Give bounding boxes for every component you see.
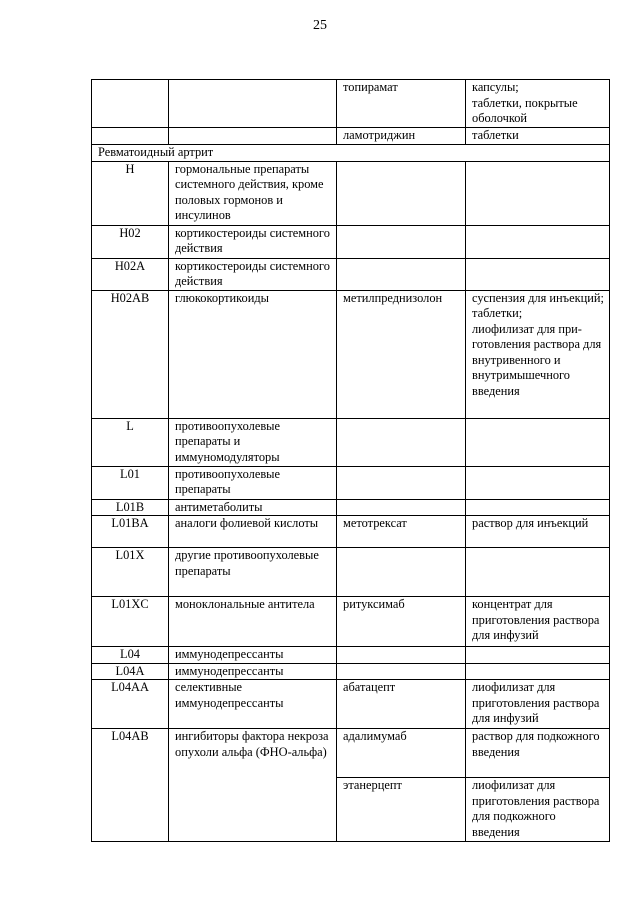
- drug-name-cell: метотрексат: [337, 516, 466, 548]
- dosage-form-line: таблетки, покрытые: [472, 95, 578, 110]
- drug-name-cell: [337, 418, 466, 466]
- atc-code-cell: [92, 80, 169, 128]
- atc-code-cell: L: [92, 418, 169, 466]
- dosage-form-line: таблетки;: [472, 306, 523, 320]
- drug-name-cell: [337, 499, 466, 516]
- group-cell: кортикостероиды системного действия: [169, 258, 337, 290]
- group-cell: [169, 128, 337, 145]
- group-cell: антиметаболиты: [169, 499, 337, 516]
- section-row: [92, 145, 610, 162]
- group-cell: противоопухолевые препараты: [169, 466, 337, 499]
- dosage-form-cell: [466, 548, 610, 597]
- page-number: 25: [313, 18, 327, 33]
- atc-code-cell: L01X: [92, 548, 169, 597]
- group-cell: глюкокортикоиды: [169, 290, 337, 418]
- table-row: [92, 161, 610, 225]
- drug-name-cell: [337, 258, 466, 290]
- atc-code-cell: H02AB: [92, 290, 169, 418]
- atc-code-cell: L01BA: [92, 516, 169, 548]
- table-row: [92, 418, 610, 466]
- dosage-form-cell: [466, 499, 610, 516]
- group-cell: ингибиторы фактора некроза опухоли альфа (ФНО-альфа): [169, 729, 337, 842]
- drug-name-cell: этанерцепт: [337, 778, 466, 842]
- group-cell: иммунодепрессанты: [169, 663, 337, 680]
- drug-name-cell: ритуксимаб: [337, 597, 466, 647]
- table-row: [92, 663, 610, 680]
- dosage-form-cell: [466, 663, 610, 680]
- atc-code-cell: H02A: [92, 258, 169, 290]
- dosage-form-cell: лиофилизат для приготовления раствора для инфузий: [466, 680, 610, 729]
- table-row: [92, 548, 610, 597]
- table-row: [92, 290, 610, 418]
- dosage-form-cell: [466, 418, 610, 466]
- drug-name-cell: адалимумаб: [337, 729, 466, 778]
- dosage-form-line: лиофилизат для при-готовления раствора для внутривенного и внутримышечного введения: [472, 321, 602, 398]
- drug-name-cell: топирамат: [337, 80, 466, 128]
- group-cell: противоопухолевые препараты и иммуномодуляторы: [169, 418, 337, 466]
- table-row: [92, 80, 610, 128]
- group-cell: кортикостероиды системного действия: [169, 225, 337, 258]
- table-row: [92, 466, 610, 499]
- group-cell: другие противоопухолевые препараты: [169, 548, 337, 597]
- drug-name-cell: [337, 161, 466, 225]
- group-cell: гормональные препараты системного действия, кроме половых гормонов и инсулинов: [169, 161, 337, 225]
- section-title: Ревматоидный артрит: [92, 145, 610, 162]
- atc-code-cell: L04A: [92, 663, 169, 680]
- table-row: [92, 597, 610, 647]
- table-row: [92, 680, 610, 729]
- dosage-form-cell: лиофилизат для приготовления раствора для подкожного введения: [466, 778, 610, 842]
- dosage-form-cell: [466, 80, 610, 128]
- table-row: [92, 647, 610, 664]
- table-row: [92, 499, 610, 516]
- drug-name-cell: [337, 663, 466, 680]
- drug-table: [91, 79, 610, 842]
- atc-code-cell: L04AA: [92, 680, 169, 729]
- dosage-form-cell: таблетки: [466, 128, 610, 145]
- atc-code-cell: L04AB: [92, 729, 169, 842]
- atc-code-cell: L04: [92, 647, 169, 664]
- drug-name-cell: [337, 225, 466, 258]
- dosage-form-cell: раствор для инъекций: [466, 516, 610, 548]
- atc-code-cell: H02: [92, 225, 169, 258]
- group-cell: селективные иммунодепрессанты: [169, 680, 337, 729]
- dosage-form-cell: [466, 225, 610, 258]
- atc-code-cell: L01B: [92, 499, 169, 516]
- dosage-form-cell: [466, 466, 610, 499]
- table-row: [92, 516, 610, 548]
- drug-name-cell: ламотриджин: [337, 128, 466, 145]
- dosage-form-cell: [466, 258, 610, 290]
- group-cell: [169, 80, 337, 128]
- atc-code-cell: L01XC: [92, 597, 169, 647]
- dosage-form-line: оболочкой: [472, 111, 528, 125]
- dosage-form-cell: раствор для подкожного введения: [466, 729, 610, 778]
- atc-code-cell: [92, 128, 169, 145]
- group-cell: моноклональные антитела: [169, 597, 337, 647]
- dosage-form-cell: [466, 290, 610, 418]
- table-row: [92, 128, 610, 145]
- drug-name-cell: абатацепт: [337, 680, 466, 729]
- group-cell: иммунодепрессанты: [169, 647, 337, 664]
- dosage-form-cell: [466, 161, 610, 225]
- drug-name-cell: [337, 647, 466, 664]
- table-row: [92, 225, 610, 258]
- dosage-form-cell: концентрат для приготовления раствора для инфузий: [466, 597, 610, 647]
- table-row: [92, 729, 610, 778]
- dosage-form-cell: [466, 647, 610, 664]
- dosage-form-line: капсулы;: [472, 80, 519, 94]
- drug-name-cell: [337, 466, 466, 499]
- dosage-form-line: суспензия для инъекций;: [472, 290, 604, 305]
- group-cell: аналоги фолиевой кислоты: [169, 516, 337, 548]
- atc-code-cell: L01: [92, 466, 169, 499]
- drug-name-cell: [337, 548, 466, 597]
- drug-name-cell: метилпреднизолон: [337, 290, 466, 418]
- atc-code-cell: H: [92, 161, 169, 225]
- table-row: [92, 258, 610, 290]
